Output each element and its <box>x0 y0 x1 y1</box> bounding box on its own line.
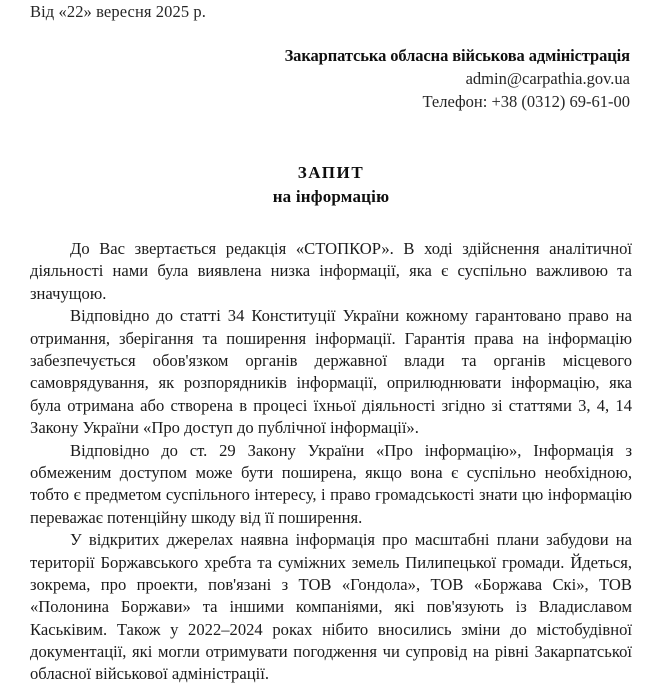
body-paragraph: Відповідно до статті 34 Конституції України кожному гарантовано право на отримання, зберігання та поширення інформації. Гарантія права на інформацію забезпечується обов'язком органів державної влади та органів місцевого самоврядування, як розпорядників інформації, оприлюднювати інформацію, яка була отримана або створена в процесі їхньої діяльності згідно зі статтями 3, 4, 14 Закону України «Про доступ до публічної інформації». <box>30 306 632 437</box>
document-title-subtitle: на інформацію <box>272 187 390 206</box>
body-paragraph: До Вас звертається редакція «СТОПКОР». В ході здійснення аналітичної діяльності нами була виявлена низка інформації, яка є суспільно важливою та значущою. <box>30 239 632 303</box>
document-title-block <box>30 161 632 209</box>
document-body <box>30 238 632 685</box>
document-title-main: ЗАПИТ <box>297 163 365 182</box>
document-date: Від «22» вересня 2025 р. <box>30 2 207 21</box>
addressee-organization: Закарпатська обласна військова адміністрація <box>284 46 630 65</box>
addressee-block <box>30 44 632 113</box>
body-paragraph: У відкритих джерелах наявна інформація про масштабні плани забудови на території Боржавського хребта та суміжних земель Пилипецької громади. Йдеться, зокрема, про проекти, пов'язані з ТОВ «Гондола», ТОВ «Боржава Скі», ТОВ «Полонина Боржави» та іншими компаніями, які пов'язують із Владиславом Каськівим. Також у 2022–2024 роках нібито вносились зміни до містобудівної документації, які могли отримувати погодження чи супровід на рівні Закарпатської обласної військової адміністрації. <box>30 530 632 684</box>
addressee-phone: Телефон: +38 (0312) 69-61-00 <box>422 92 630 111</box>
body-paragraph: Відповідно до ст. 29 Закону України «Про інформацію», Інформація з обмеженим доступом може бути поширена, якщо вона є суспільно необхідною, тобто є предметом суспільного інтересу, і право громадськості знати цю інформацію переважає потенційну шкоду від її поширення. <box>30 440 632 527</box>
addressee-email: admin@carpathia.gov.ua <box>465 69 630 88</box>
